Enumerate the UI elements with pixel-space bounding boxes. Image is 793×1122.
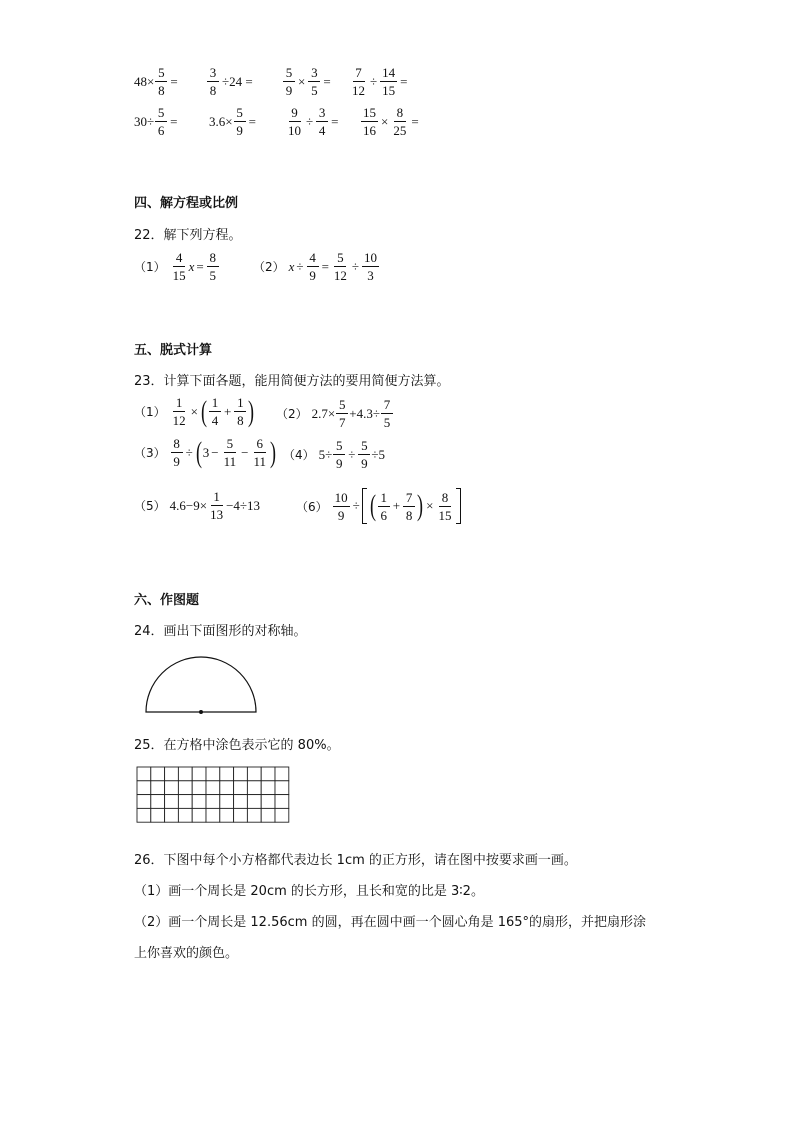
- numerator: 1: [234, 396, 246, 412]
- grid-cell[interactable]: [234, 808, 248, 822]
- numerator: 7: [381, 398, 393, 414]
- grid-cell[interactable]: [151, 795, 165, 809]
- numerator: 5: [334, 251, 346, 267]
- grid-cell[interactable]: [151, 808, 165, 822]
- denominator: 9: [336, 456, 343, 471]
- item-label: （1）: [134, 405, 166, 419]
- numerator: 4: [307, 251, 319, 267]
- problem-5: [134, 490, 260, 521]
- fraction: [361, 106, 378, 137]
- grid-cell[interactable]: [275, 795, 289, 809]
- operator: ÷: [348, 446, 356, 462]
- problem-4: [283, 439, 385, 470]
- denominator: 15: [172, 268, 186, 283]
- grid-cell[interactable]: [137, 767, 151, 781]
- fraction: [380, 66, 397, 97]
- grid-cell[interactable]: [275, 781, 289, 795]
- denominator: 5: [383, 415, 391, 430]
- numerator: 3: [207, 66, 219, 82]
- left-paren: (: [369, 489, 376, 522]
- denominator: 11: [253, 454, 267, 469]
- grid-cell[interactable]: [192, 808, 206, 822]
- fraction: [316, 106, 328, 137]
- question-26-part-2: （2）画一个周长是 12.56cm 的圆，再在圆中画一个圆心角是 165°的扇形，并把扇形涂: [134, 915, 647, 930]
- item-label: （6）: [296, 499, 328, 514]
- operator: ×: [298, 73, 306, 89]
- equals-sign: =: [196, 258, 204, 274]
- operator: ×: [381, 113, 389, 129]
- fraction: [381, 398, 393, 429]
- fraction: [234, 106, 246, 137]
- denominator: 9: [337, 507, 345, 523]
- fraction: [436, 491, 453, 522]
- fraction: [307, 251, 319, 282]
- variable: x: [288, 258, 295, 274]
- numerator: 8: [394, 106, 406, 122]
- fraction: [222, 437, 239, 468]
- grid-cell[interactable]: [165, 781, 179, 795]
- item-label: （5）: [134, 499, 166, 513]
- fraction: [286, 106, 303, 137]
- left-bracket: [362, 488, 367, 524]
- grid-cell[interactable]: [206, 767, 220, 781]
- denominator: 8: [237, 413, 244, 428]
- arith-item-7: [285, 106, 340, 137]
- denominator: 7: [338, 415, 346, 430]
- fraction: [209, 396, 221, 427]
- denominator: 9: [309, 268, 316, 283]
- left-paren: (: [200, 394, 207, 428]
- operator: ÷: [296, 258, 304, 274]
- expr-text: 3.6×: [209, 113, 233, 129]
- right-paren: ): [270, 435, 277, 469]
- operator: ÷: [352, 498, 360, 513]
- grid-cell[interactable]: [178, 808, 192, 822]
- grid-cell[interactable]: [220, 808, 234, 822]
- denominator: 4: [211, 413, 219, 428]
- grid-cell[interactable]: [220, 781, 234, 795]
- arith-item-4: [349, 66, 409, 97]
- numerator: 6: [254, 437, 266, 453]
- variable: x: [188, 258, 195, 274]
- numerator: 5: [333, 439, 345, 455]
- semicircle-figure: [140, 652, 262, 718]
- arith-item-2: [206, 66, 255, 97]
- problem-1: [134, 396, 255, 427]
- equals-sign: =: [400, 73, 408, 89]
- arith-item-6: [209, 106, 258, 137]
- numerator: 5: [155, 106, 167, 122]
- expr-text: ÷5: [371, 446, 386, 462]
- question-22: 22．解下列方程。: [134, 228, 242, 243]
- expr-text: 2.7×: [311, 405, 336, 421]
- denominator: 3: [367, 268, 374, 283]
- grid-cell[interactable]: [137, 781, 151, 795]
- grid-cell[interactable]: [165, 808, 179, 822]
- equals-sign: =: [331, 113, 339, 129]
- denominator: 4: [318, 123, 326, 138]
- section-title-6: 六、作图题: [134, 593, 200, 608]
- problem-6: [296, 488, 461, 524]
- expr-text: 4.6−9×: [169, 497, 208, 513]
- numerator: 9: [289, 106, 301, 122]
- question-25: 25．在方格中涂色表示它的 80%。: [134, 738, 340, 753]
- numerator: 5: [336, 398, 348, 414]
- denominator: 12: [172, 413, 186, 428]
- right-bracket: [456, 488, 461, 524]
- left-paren: (: [195, 435, 202, 469]
- denominator: 13: [210, 507, 224, 522]
- fraction: [155, 106, 167, 137]
- grid-cell[interactable]: [220, 795, 234, 809]
- operator: +: [223, 403, 232, 419]
- fraction: [350, 66, 367, 97]
- fraction: [155, 66, 167, 97]
- fraction: [208, 490, 225, 521]
- numerator: 3: [316, 106, 328, 122]
- grid-cell[interactable]: [192, 767, 206, 781]
- numerator: 15: [363, 105, 376, 120]
- fraction: [171, 251, 188, 282]
- arith-item-3: [282, 66, 333, 97]
- grid-cell[interactable]: [261, 767, 275, 781]
- fraction: [171, 437, 183, 468]
- fraction: [358, 439, 370, 470]
- denominator: 25: [393, 123, 407, 138]
- numerator: 14: [382, 65, 396, 80]
- denominator: 9: [173, 454, 180, 469]
- operator: +: [392, 498, 401, 513]
- grid-cell[interactable]: [247, 781, 261, 795]
- grid-cell[interactable]: [178, 781, 192, 795]
- grid-cell[interactable]: [234, 781, 248, 795]
- equals-sign: =: [170, 73, 178, 89]
- expr-text: 48×: [134, 73, 155, 89]
- center-point: [199, 710, 203, 714]
- fraction: [283, 66, 295, 97]
- denominator: 15: [438, 507, 452, 523]
- grid-cell[interactable]: [206, 808, 220, 822]
- numerator: 4: [173, 251, 185, 267]
- fraction: [378, 491, 390, 522]
- numerator: 7: [353, 66, 365, 82]
- denominator: 8: [209, 83, 217, 98]
- expr-text: −4÷13: [226, 497, 261, 513]
- grid-cell[interactable]: [247, 795, 261, 809]
- grid-cell[interactable]: [234, 795, 248, 809]
- question-26-part-1: （1）画一个周长是 20cm 的长方形，且长和宽的比是 3∶2。: [134, 884, 484, 899]
- question-24: 24．画出下面图形的对称轴。: [134, 624, 307, 639]
- equals-sign: =: [323, 73, 331, 89]
- grid-cell[interactable]: [206, 781, 220, 795]
- denominator: 8: [405, 507, 413, 523]
- grid-cell[interactable]: [247, 767, 261, 781]
- grid-cell[interactable]: [261, 795, 275, 809]
- numerator: 5: [224, 437, 236, 453]
- denominator: 15: [382, 83, 396, 98]
- right-paren: ): [417, 489, 424, 522]
- arith-item-5: [134, 106, 179, 137]
- denominator: 16: [363, 123, 376, 138]
- numerator: 5: [358, 439, 370, 455]
- numerator: 8: [171, 437, 183, 453]
- numerator: 10: [334, 489, 348, 505]
- operator: ÷: [185, 444, 193, 460]
- grid-cell[interactable]: [206, 795, 220, 809]
- grid-cell[interactable]: [247, 808, 261, 822]
- item-label: （2）: [276, 407, 308, 421]
- grid-cell[interactable]: [178, 767, 192, 781]
- operator: ÷: [370, 73, 378, 89]
- denominator: 10: [288, 123, 301, 138]
- numerator: 10: [364, 250, 378, 265]
- operator: ×: [190, 403, 198, 419]
- question-26-part-2-cont: 上你喜欢的颜色。: [134, 946, 239, 961]
- problem-2: [276, 398, 394, 429]
- expr-text: +4.3÷: [349, 405, 380, 421]
- expr-text: 5÷: [318, 446, 333, 462]
- grid-cell[interactable]: [192, 795, 206, 809]
- grid-cell[interactable]: [234, 767, 248, 781]
- grid-cell[interactable]: [178, 795, 192, 809]
- item-label: （4）: [283, 448, 315, 462]
- numerator: 5: [234, 106, 246, 122]
- question-23: 23．计算下面各题，能用简便方法的要用简便方法算。: [134, 374, 450, 389]
- section-title-4: 四、解方程或比例: [134, 196, 239, 211]
- fraction: [171, 396, 188, 427]
- numerator: 8: [439, 491, 451, 507]
- numerator: 1: [378, 491, 390, 507]
- denominator: 9: [361, 456, 368, 471]
- fraction: [252, 437, 269, 468]
- denominator: 8: [158, 83, 165, 98]
- grid-cell[interactable]: [192, 781, 206, 795]
- numerator: 1: [209, 396, 221, 412]
- expr-text: 3: [202, 444, 210, 460]
- numerator: 3: [308, 66, 320, 82]
- grid-cell[interactable]: [261, 808, 275, 822]
- equation-1: [134, 251, 220, 282]
- numerator: 5: [155, 66, 167, 82]
- fraction: [362, 251, 379, 282]
- denominator: 9: [236, 123, 243, 138]
- fraction: [391, 106, 408, 137]
- operator: −: [241, 444, 249, 460]
- numerator: 1: [173, 396, 185, 412]
- section-title-5: 五、脱式计算: [134, 343, 213, 358]
- fraction: [207, 66, 219, 97]
- fraction: [333, 439, 345, 470]
- grid-cell[interactable]: [261, 781, 275, 795]
- grid-cell[interactable]: [137, 808, 151, 822]
- grid-cell[interactable]: [275, 808, 289, 822]
- grid-cell[interactable]: [165, 767, 179, 781]
- grid-cell[interactable]: [137, 795, 151, 809]
- operator: ×: [426, 498, 434, 513]
- operator: ÷: [306, 113, 314, 129]
- grid-cell[interactable]: [165, 795, 179, 809]
- square-grid[interactable]: [136, 766, 290, 823]
- equals-sign: =: [170, 113, 178, 129]
- denominator: 5: [209, 268, 217, 283]
- denominator: 6: [380, 507, 388, 523]
- equation-2: [253, 251, 380, 282]
- semicircle-outline: [146, 657, 256, 712]
- fraction: [403, 491, 415, 522]
- item-label: （3）: [134, 446, 166, 460]
- fraction: [308, 66, 320, 97]
- denominator: 11: [223, 454, 237, 469]
- fraction: [333, 491, 350, 522]
- grid-cell[interactable]: [151, 781, 165, 795]
- equals-sign: =: [248, 113, 256, 129]
- problem-3: [134, 437, 277, 468]
- item-label: （2）: [253, 260, 285, 274]
- expr-text: ÷24 =: [222, 73, 253, 89]
- denominator: 5: [311, 83, 318, 98]
- expr-text: 30÷: [134, 113, 155, 129]
- grid-cell[interactable]: [151, 767, 165, 781]
- grid-cell[interactable]: [220, 767, 234, 781]
- fraction: [234, 396, 246, 427]
- fraction: [332, 251, 349, 282]
- equals-sign: =: [321, 258, 329, 274]
- numerator: 1: [211, 490, 223, 506]
- right-paren: ): [248, 394, 255, 428]
- operator: −: [211, 444, 219, 460]
- fraction: [207, 251, 219, 282]
- denominator: 12: [352, 83, 365, 98]
- grid-cell[interactable]: [275, 767, 289, 781]
- equals-sign: =: [411, 113, 419, 129]
- denominator: 12: [333, 268, 347, 283]
- denominator: 9: [285, 83, 293, 98]
- item-label: （1）: [134, 260, 166, 274]
- denominator: 6: [157, 123, 165, 138]
- numerator: 5: [283, 66, 295, 82]
- arith-item-1: [134, 66, 180, 97]
- numerator: 8: [207, 251, 219, 267]
- arith-item-8: [360, 106, 421, 137]
- numerator: 7: [403, 491, 415, 507]
- operator: ÷: [351, 258, 360, 274]
- fraction: [336, 398, 348, 429]
- question-26: 26．下图中每个小方格都代表边长 1cm 的正方形，请在图中按要求画一画。: [134, 853, 577, 868]
